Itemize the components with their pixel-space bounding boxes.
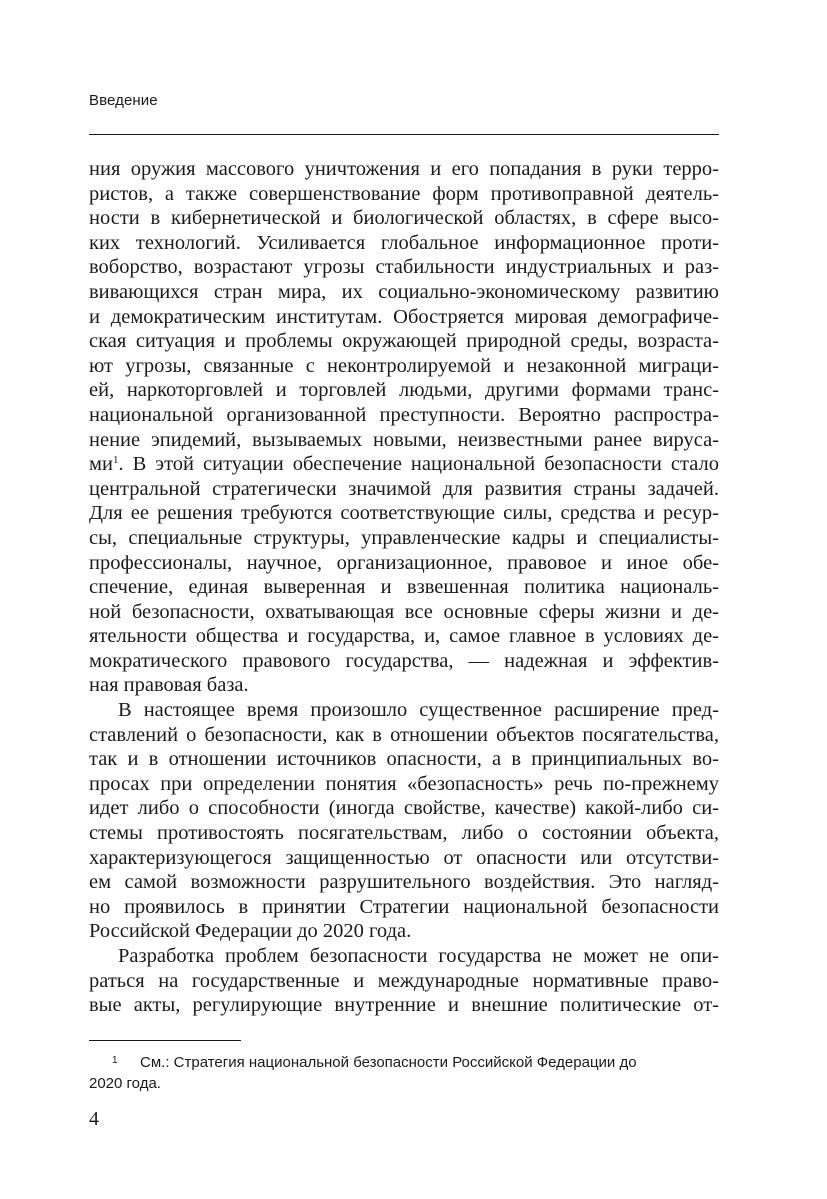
text-line: центральной стратегически значимой для развития страны задачей.	[89, 477, 719, 500]
text-line: раться на государственные и международные нормативные право-	[89, 969, 719, 992]
text-line: ния оружия массового уничтожения и его попадания в руки терро-	[89, 158, 719, 180]
text-line: профессионалы, научное, организационное, правовое и иное обе-	[89, 551, 719, 574]
text-line: сы, специальные структуры, управленческие кадры и специалисты-	[89, 526, 719, 549]
text-line: воборство, возрастают угрозы стабильности индустриальных и раз-	[89, 256, 719, 279]
text-fragment: ми	[89, 453, 113, 476]
text-line: идет либо о способности (иногда свойстве, качестве) какой-либо си-	[89, 797, 719, 820]
footnote-line	[89, 1050, 719, 1073]
text-line: стемы противостоять посягательствам, либо о состоянии объекта,	[89, 822, 719, 845]
text-line: национальной организованной преступности. Вероятно распростра-	[89, 403, 719, 426]
running-header: Введение	[89, 92, 158, 109]
text-line: Разработка проблем безопасности государства не может не опи-	[118, 945, 719, 967]
text-line: характеризующегося защищенностью от опасности или отсутстви-	[89, 846, 719, 869]
text-line-with-footnote	[89, 452, 719, 477]
paragraph-1	[89, 157, 719, 698]
text-line: вые акты, регулирующие внутренние и внешние политические от-	[89, 994, 719, 1017]
text-line: ставлений о безопасности, как в отношении объектов посягательства,	[89, 723, 719, 746]
page-number: 4	[89, 1108, 99, 1130]
text-line: Для ее решения требуются соответствующие силы, средства и ресур-	[89, 502, 719, 525]
text-line: ей, наркоторговлей и торговлей людьми, другими формами транс-	[89, 379, 719, 402]
text-line: ют угрозы, связанные с неконтролируемой и незаконной миграци-	[89, 354, 719, 377]
text-line: просах при определении понятия «безопасность» речь по-прежнему	[89, 772, 719, 795]
footnote-line: 2020 года.	[89, 1075, 161, 1092]
main-text	[89, 157, 719, 1018]
text-line: Российской Федерации до 2020 года.	[89, 920, 412, 943]
text-line: и демократическим институтам. Обостряется мировая демографиче-	[89, 305, 719, 328]
paragraph-3	[89, 944, 719, 1018]
text-line: В настоящее время произошло существенное расширение пред-	[118, 699, 719, 722]
text-line: ская ситуация и проблемы окружающей природной среды, возраста-	[89, 330, 719, 353]
text-fragment: . В этой ситуации обеспечение национальной безопасности стало	[118, 453, 719, 476]
header-divider	[89, 134, 719, 135]
text-line: ятельности общества и государства, и, самое главное в условиях де-	[89, 625, 719, 648]
text-line: ная правовая база.	[89, 674, 249, 697]
footnote	[89, 1050, 719, 1094]
text-line: мократического правового государства, — надежная и эффектив-	[89, 649, 719, 672]
text-line: ем самой возможности разрушительного воздействия. Это нагляд-	[89, 871, 719, 894]
paragraph-2	[89, 698, 719, 944]
text-line: так и в отношении источников опасности, а в принципиальных во-	[89, 748, 719, 771]
text-line: нение эпидемий, вызываемых новыми, неизвестными ранее вируса-	[89, 428, 719, 451]
footnote-text: См.: Стратегия национальной безопасности Российской Федерации до	[140, 1054, 637, 1071]
text-line: ких технологий. Усиливается глобальное информационное проти-	[89, 231, 719, 254]
text-line: но проявилось в принятии Стратегии национальной безопасности	[89, 895, 719, 918]
text-line: спечение, единая выверенная и взвешенная политика националь-	[89, 576, 719, 599]
text-line: вивающихся стран мира, их социально-экономическому развитию	[89, 280, 719, 303]
text-line: ной безопасности, охватывающая все основные сферы жизни и де-	[89, 600, 719, 623]
footnote-divider	[89, 1040, 241, 1041]
footnote-reference[interactable]: 1	[112, 454, 119, 467]
footnote-number: 1	[112, 1055, 118, 1066]
text-line: ности в кибернетической и биологической областях, в сфере высо-	[89, 207, 719, 230]
text-line: ристов, а также совершенствование форм противоправной деятель-	[89, 182, 719, 205]
